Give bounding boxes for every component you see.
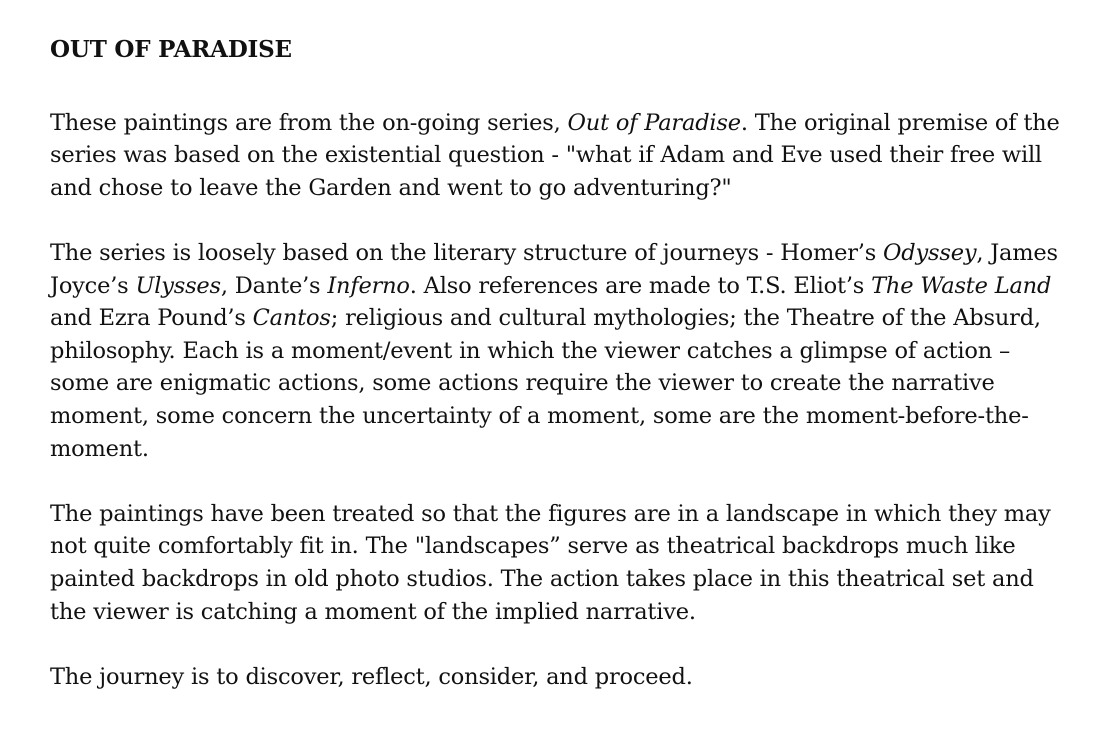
work-title-inferno: Inferno: [327, 272, 410, 299]
paragraph-literary-structure: [50, 237, 1060, 465]
paragraph-journey: [50, 661, 1060, 694]
paragraph-segment: . Also references are made to T.S. Eliot’s: [409, 272, 872, 299]
paragraph-segment: , James Joyce’s: [50, 239, 1058, 299]
series-title-italic: Out of Paradise: [567, 109, 741, 136]
paragraph-landscapes: [50, 498, 1060, 628]
work-title-odyssey: Odyssey: [883, 239, 977, 266]
paragraph-segment: . The original premise of the series was based on the existential question - "what if Adam and Eve used their free will and chose to leave the Garden and went to go adventuring?": [50, 109, 1060, 201]
work-title-ulysses: Ulysses: [135, 272, 221, 299]
work-title-cantos: Cantos: [252, 305, 331, 332]
document-page: [50, 26, 1060, 693]
document-title: OUT OF PARADISE: [50, 36, 292, 63]
paragraph-segment: ; religious and cultural mythologies; the Theatre of the Absurd, philosophy. Each is a moment/event in which the viewer catches a glimpse of action – some are enigmatic actions, some actions require the viewer to create the narrative moment, some concern the uncertainty of a moment, some are the moment-before-the-moment.: [50, 305, 1041, 462]
paragraph-segment: The paintings have been treated so that the figures are in a landscape in which they may not quite comfortably fit in. The "landscapes” serve as theatrical backdrops much like painted backdrops in old photo studios. The action takes place in this theatrical set and the viewer is catching a moment of the implied narrative.: [50, 500, 1051, 625]
paragraph-segment: The series is loosely based on the literary structure of journeys - Homer’s: [50, 239, 884, 266]
paragraph-segment: and Ezra Pound’s: [50, 305, 253, 332]
work-title-waste-land: The Waste Land: [871, 272, 1052, 299]
paragraph-segment: , Dante’s: [220, 272, 328, 299]
paragraph-segment: These paintings are from the on-going series,: [50, 109, 568, 136]
paragraph-segment: The journey is to discover, reflect, consider, and proceed.: [50, 663, 693, 690]
paragraph-intro: [50, 107, 1060, 205]
